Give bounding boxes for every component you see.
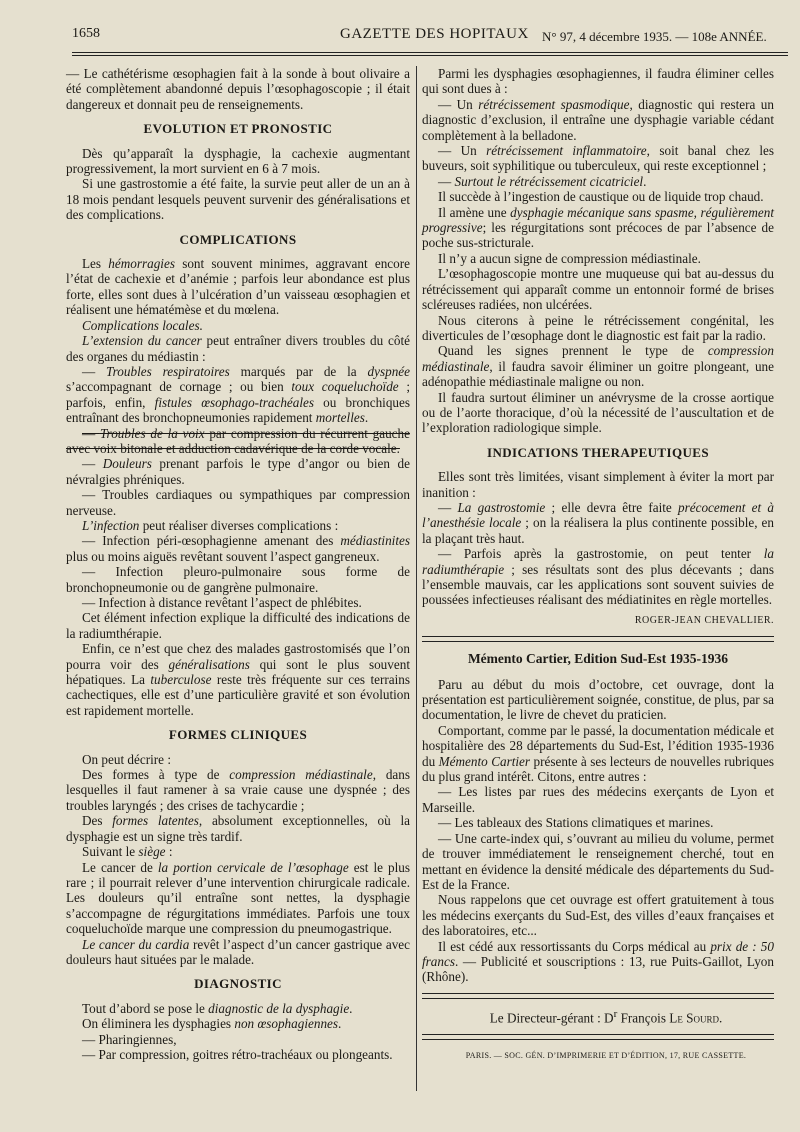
paragraph: Des formes latentes, absolument exceptionnelles, où la dysphagie est un signe très tardif.: [66, 813, 410, 844]
paragraph: Complications locales.: [82, 317, 203, 333]
paragraph: Nous citerons à peine le rétrécissement congénital, les diverticules de l’œsophage dont le diagnostic est fait par la radio.: [422, 312, 774, 343]
paragraph: — Les listes par rues des médecins exerçants de Lyon et Marseille.: [422, 784, 774, 815]
journal-title: GAZETTE DES HOPITAUX: [340, 26, 529, 42]
section-heading: COMPLICATIONS: [179, 231, 297, 247]
director-line: Le Directeur-gérant : $D^r$ François Le Sourd.: [489, 1007, 723, 1026]
paragraph: — Pharingiennes,: [82, 1031, 177, 1047]
paragraph: — Infection pleuro-pulmonaire sous forme de bronchopneumonie ou de gangrène pulmonaire.: [66, 564, 410, 595]
paragraph: Il faudra surtout éliminer un anévrysme de la crosse aortique ou de l’aorte thoracique, d’où la nécessité de l’auscultation et de l’exploration radiologique simple.: [422, 389, 774, 436]
article-title: Mémento Cartier, Edition Sud-Est 1935-1936: [467, 651, 729, 667]
paragraph: Paru au début du mois d’octobre, cet ouvrage, dont la présentation est particulièrement soignée, constitue, de plus, par sa documentation, le livre de chevet du praticien.: [422, 676, 774, 723]
paragraph: Elles sont très limitées, visant simplement à éviter la mort par inanition :: [422, 469, 774, 500]
paragraph: Si une gastrostomie a été faite, la survie peut aller de un an à 18 mois pendant lesquels peuvent survenir des généralisations et des complications.: [66, 176, 410, 223]
paragraph: Il n’y a aucun signe de compression médiastinale.: [438, 250, 701, 266]
paragraph: — Surtout le rétrécissement cicatriciel.: [438, 173, 647, 189]
right-column: [422, 66, 774, 1063]
paragraph: — Troubles cardiaques ou sympathiques par compression nerveuse.: [66, 487, 410, 518]
double-rule: [422, 993, 774, 999]
paragraph: Les hémorragies sont souvent minimes, aggravant encore l’état de cachexie et d’anémie ; parfois leur abondance est plus forte, elles sont dues à l’ulcération d’un vaisseau œsophagien et réalisent une hématémèse et du mœlena.: [66, 256, 410, 318]
paragraph: Parmi les dysphagies œsophagiennes, il faudra éliminer celles qui sont dues à :: [422, 66, 774, 97]
printer-line: PARIS. — SOC. GÉN. D’IMPRIMERIE ET D’ÉDITION, 17, RUE CASSETTE.: [465, 1050, 747, 1060]
paragraph: Suivant le siège :: [82, 844, 173, 860]
paragraph: — Par compression, goitres rétro-trachéaux ou plongeants.: [82, 1046, 393, 1062]
paragraph: — Troubles respiratoires marqués par de la dyspnée s’accompagnant de cornage ; ou bien toux coqueluchoïde ; parfois, enfin, fistules œsophago-trachéales ou bronchiques entraînant des bronchopneumonies rapidement mortelles.: [66, 363, 410, 426]
double-rule: [422, 1034, 774, 1040]
paragraph: — Parfois après la gastrostomie, on peut tenter la radiumthérapie ; ses résultats sont des plus décevants ; dans l’ensemble mauvais, car les applications sont souvent suivies de poussées infectieuses réalisant des médiatinites en règle mortelles.: [422, 546, 774, 608]
section-heading: INDICATIONS THERAPEUTIQUES: [487, 444, 709, 460]
paragraph: Dès qu’apparaît la dysphagie, la cachexie augmentant progressivement, la mort survient en 6 à 7 mois.: [66, 145, 410, 177]
paragraph: Quand les signes prennent le type de compression médiastinale, il faudra savoir éliminer un goitre plongeant, une adénopathie médiastinale maligne ou non.: [422, 343, 774, 390]
paragraph: — Un rétrécissement spasmodique, diagnostic qui restera un diagnostic d’exclusion, il entraîne une dysphagie variable cédant complètement à la belladone.: [422, 96, 774, 143]
paragraph: Il amène une dysphagie mécanique sans spasme, régulièrement progressive; les régurgitations sont précoces de par l’absence de poche sus-stricturale.: [422, 204, 774, 251]
paragraph: Nous rappelons que cet ouvrage est offert gratuitement à tous les médecins exerçants du Sud-Est, des villes d’eaux françaises et des laboratoires, etc...: [422, 892, 774, 939]
paragraph: — Troubles de la voix par compression du récurrent gauche avec voix bitonale et adduction cadavérique de la corde vocale.: [66, 425, 410, 456]
paragraph: — Infection péri-œsophagienne amenant des médiastinites plus ou moins aiguës revêtant souvent l’aspect gangreneux.: [66, 533, 410, 564]
paragraph: — Un rétrécissement inflammatoire, soit banal chez les buveurs, soit syphilitique ou tuberculeux, qui reste exceptionnel ;: [422, 143, 774, 174]
issue-info: N° 97, 4 décembre 1935. — 108e ANNÉE.: [542, 29, 767, 44]
paragraph: Enfin, ce n’est que chez des malades gastrostomisés que l’on pourra voir des généralisations qui sont le plus souvent hépatiques. La tuberculose reste très fréquente sur ces terrains cachectiques, elle est d’une particulière gravité et son évolution est rapidement mortelle.: [66, 641, 410, 718]
page-number: 1658: [72, 26, 100, 41]
paragraph: On peut décrire :: [82, 751, 171, 767]
paragraph: L’infection peut réaliser diverses complications :: [82, 517, 339, 533]
paragraph: L’extension du cancer peut entraîner divers troubles du côté des organes du médiastin :: [66, 333, 410, 364]
page-header: [0, 22, 800, 52]
section-heading: EVOLUTION ET PRONOSTIC: [143, 121, 333, 137]
paragraph: Le cancer de la portion cervicale de l’œsophage est le plus rare ; il pourrait relever d’une intervention chirurgicale radicale. Les douleurs qu’il entraîne sont nettes, la dysphagie s’accompagne de régurgitations immédiates. Parfois une toux coqueluchoïde marque une compression du pneumogastrique.: [66, 859, 410, 937]
section-heading: FORMES CLINIQUES: [168, 727, 308, 743]
paragraph: Cet élément infection explique la difficulté des indications de la radiumthérapie.: [66, 610, 410, 641]
header-rule: [72, 52, 788, 56]
author-signature: ROGER-JEAN CHEVALLIER.: [634, 614, 774, 626]
paragraph: Comportant, comme par le passé, la documentation médicale et hospitalière des 28 départements du Sud-Est, l’édition 1935-1936 du Mémento Cartier présente à ses lecteurs de nouvelles rubriques du plus grand intérêt. Citons, entre autres :: [422, 722, 774, 785]
paragraph: Le cancer du cardia revêt l’aspect d’un cancer gastrique avec douleurs haut situées par le malade.: [66, 936, 410, 967]
double-rule: [422, 636, 774, 642]
paragraph: — Les tableaux des Stations climatiques et marines.: [438, 815, 714, 831]
paragraph: — Le cathétérisme œsophagien fait à la sonde à bout olivaire a été complètement abandonné depuis l’œsophagoscopie ; il était dangereux et donnait peu de renseignements.: [66, 66, 410, 112]
paragraph: — Infection à distance revêtant l’aspect de phlébites.: [82, 595, 362, 610]
paragraph: On éliminera les dysphagies non œsophagiennes.: [82, 1016, 342, 1032]
paragraph: Des formes à type de compression médiastinale, dans lesquelles il faut ramener à sa vraie cause une dyspnée ; des troubles laryngés ; des crises de tachycardie ;: [66, 767, 410, 813]
paragraph: — Une carte-index qui, s’ouvrant au milieu du volume, permet de trouver immédiatement le renseignement cherché, tout en mettant en évidence la densité médicale des départements du Sud-Est de la France.: [422, 830, 774, 892]
paragraph: — La gastrostomie ; elle devra être faite précocement et à l’anesthésie locale ; on la réalisera la plus continente possible, en la plaçant très haut.: [422, 499, 775, 546]
paragraph: Il est cédé aux ressortissants du Corps médical au prix de : 50 francs. — Publicité et souscriptions : 13, rue Puits-Gaillot, Lyon (Rhône).: [422, 938, 774, 985]
paragraph: L’œsophagoscopie montre une muqueuse qui bat au-dessus du rétrécissement qui apparaît comme un entonnoir formé de brises scléreuses radiées, non ulcérées.: [422, 266, 774, 313]
paragraph: Tout d’abord se pose le diagnostic de la dysphagie.: [82, 1000, 353, 1016]
column-divider: [416, 66, 417, 1091]
section-heading: DIAGNOSTIC: [194, 976, 282, 992]
left-column: [66, 66, 410, 1062]
paragraph: Il succède à l’ingestion de caustique ou de liquide trop chaud.: [438, 189, 764, 205]
paragraph: — Douleurs prenant parfois le type d’angor ou bien de névralgies phréniques.: [66, 456, 410, 487]
